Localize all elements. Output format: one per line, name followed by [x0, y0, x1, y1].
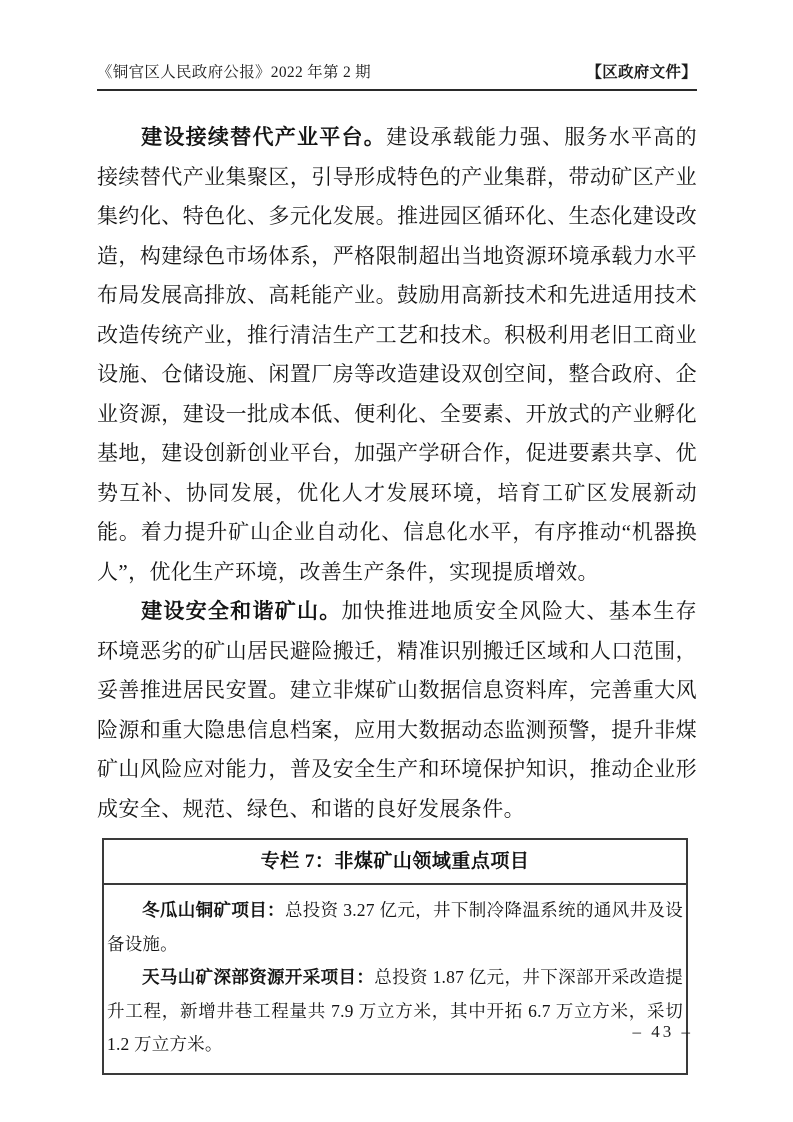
paragraph-text: 建设承载能力强、服务水平高的接续替代产业集聚区，引导形成特色的产业集群，带动矿区产业集约化、特色化、多元化发展。推进园区循环化、生态化建设改造，构建绿色市场体系，严格限制超出当地资源环境承载力水平布局发展高排放、高耗能产业。鼓励用高新技术和先进适用技术改造传统产业，推行清洁生产工艺和技术。积极利用老旧工商业设施、仓储设施、闲置厂房等改造建设双创空间，整合政府、企业资源，建设一批成本低、便利化、全要素、开放式的产业孵化基地，建设创新创业平台，加强产学研合作，促进要素共享、优势互补、协同发展，优化人才发展环境，培育工矿区发展新动能。着力提升矿山企业自动化、信息化水平，有序推动“机器换人”，优化生产环境，改善生产条件，实现提质增效。	[97, 125, 697, 584]
project-description: 总投资 3.27 亿元，井下制冷降温系统的通风井及设备设施。	[107, 900, 683, 954]
paragraph-lead: 建设安全和谐矿山。	[141, 599, 342, 623]
section-badge: 【区政府文件】	[586, 64, 697, 81]
document-body	[97, 118, 697, 829]
project-name: 冬瓜山铜矿项目：	[142, 900, 285, 920]
project-name: 天马山矿深部资源开采项目：	[142, 967, 375, 987]
paragraph-platform	[97, 118, 697, 592]
paragraph-text: 加快推进地质安全风险大、基本生存环境恶劣的矿山居民避险搬迁，精准识别搬迁区域和人口范围，妥善推进居民安置。建立非煤矿山数据信息资料库，完善重大风险源和重大隐患信息档案，应用大数据动态监测预警，提升非煤矿山风险应对能力，普及安全生产和环境保护知识，推动企业形成安全、规范、绿色、和谐的良好发展条件。	[97, 599, 697, 821]
paragraph-safe-mine	[97, 592, 697, 829]
header-divider	[97, 89, 697, 91]
page-number: – 43 –	[632, 1022, 693, 1041]
feature-box-title: 专栏 7：非煤矿山领域重点项目	[104, 840, 686, 885]
paragraph-lead: 建设接续替代产业平台。	[141, 125, 387, 149]
content-column	[97, 0, 697, 1075]
project-item-tianmashan	[107, 961, 683, 1062]
project-description: 总投资 1.87 亿元，井下深部开采改造提升工程，新增井巷工程量共 7.9 万立方米，其中开拓 6.7 万立方米，采切 1.2 万立方米。	[107, 967, 683, 1054]
project-item-dongguashan	[107, 894, 683, 961]
feature-box	[102, 838, 688, 1075]
feature-box-body	[104, 885, 686, 1073]
page-header	[97, 60, 697, 82]
gazette-title: 《铜官区人民政府公报》2022 年第 2 期	[97, 64, 371, 81]
